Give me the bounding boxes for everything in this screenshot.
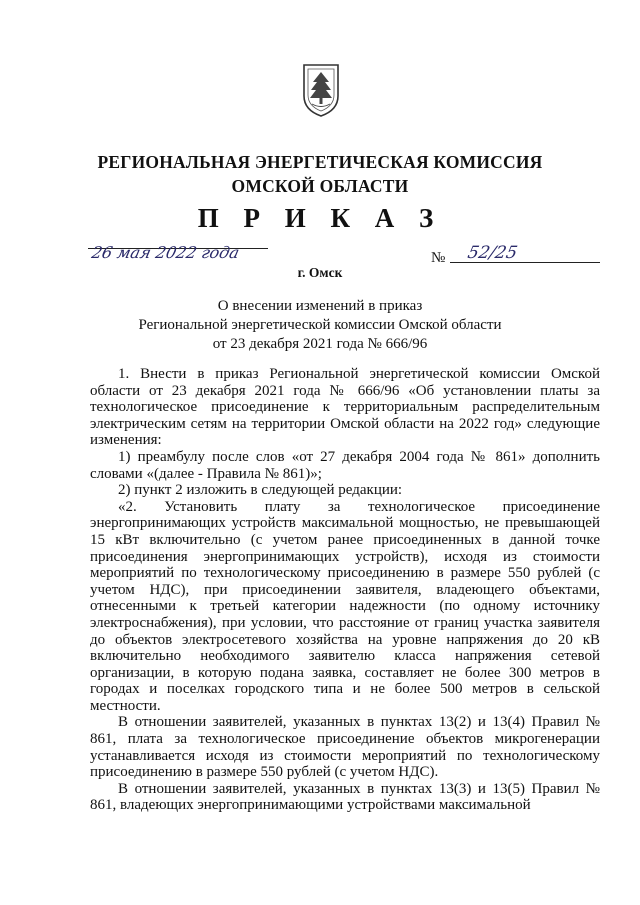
organization-title-line-2: ОМСКОЙ ОБЛАСТИ	[231, 176, 409, 196]
body-paragraph: 1) преамбулу после слов «от 27 декабря 2004 года № 861» дополнить словами «(далее - Правила № 861)»;	[90, 448, 600, 482]
handwritten-date: 26 мая 2022 года	[89, 243, 242, 262]
coat-of-arms-emblem	[301, 62, 341, 118]
subject-line-3: от 23 декабря 2021 года № 666/96	[212, 336, 428, 352]
organization-title	[60, 150, 580, 198]
subject-line-1: О внесении изменений в приказ	[217, 298, 423, 314]
handwritten-number: 52/25	[465, 243, 520, 263]
document-type-heading: П Р И К А З	[197, 203, 443, 233]
order-subject	[100, 297, 540, 354]
subject-line-2: Региональной энергетической комиссии Омской области	[138, 317, 502, 333]
body-paragraph: «2. Установить плату за технологическое присоединение энергопринимающих устройств максимальной мощностью, не превышающей 15 кВт включительно (с учетом ранее присоединенных в данной точке присоединения энергопринимающих устройств), исходя из стоимости мероприятий по технологическому присоединению в размере 550 рублей (с учетом НДС), при присоединении заявителя, владеющего объектами, отнесенными к третьей категории надежности (по одному источнику электроснабжения), при условии, что расстояние от границ участка заявителя до объектов электросетевого хозяйства на уровне напряжения до 20 кВ включительно необходимого заявителю класса напряжения сетевой организации, в которую подана заявка, составляет не более 300 метров в городах и поселках городского типа и не более 500 метров в сельской местности.	[90, 498, 600, 714]
city-label: г. Омск	[297, 265, 343, 280]
body-paragraph: 2) пункт 2 изложить в следующей редакции:	[118, 482, 403, 499]
number-label: №	[431, 250, 446, 266]
body-paragraph: В отношении заявителей, указанных в пунктах 13(2) и 13(4) Правил № 861, плата за технологическое присоединение объектов микрогенерации устанавливается исходя из стоимости мероприятий по технологическому присоединению в размере 550 рублей (с учетом НДС).	[90, 714, 600, 781]
organization-title-line-1: РЕГИОНАЛЬНАЯ ЭНЕРГЕТИЧЕСКАЯ КОМИССИЯ	[97, 152, 543, 172]
order-body	[90, 366, 600, 814]
body-paragraph: 1. Внести в приказ Региональной энергетической комиссии Омской области от 23 декабря 2021 года № 666/96 «Об установлении платы за технологическое присоединение к территориальным распределительным электрическим сетям на территории Омской области на 2022 год» следующие изменения:	[90, 366, 600, 449]
body-paragraph: В отношении заявителей, указанных в пунктах 13(3) и 13(5) Правил № 861, владеющих энергопринимающими устройствами максимальной	[90, 780, 600, 814]
